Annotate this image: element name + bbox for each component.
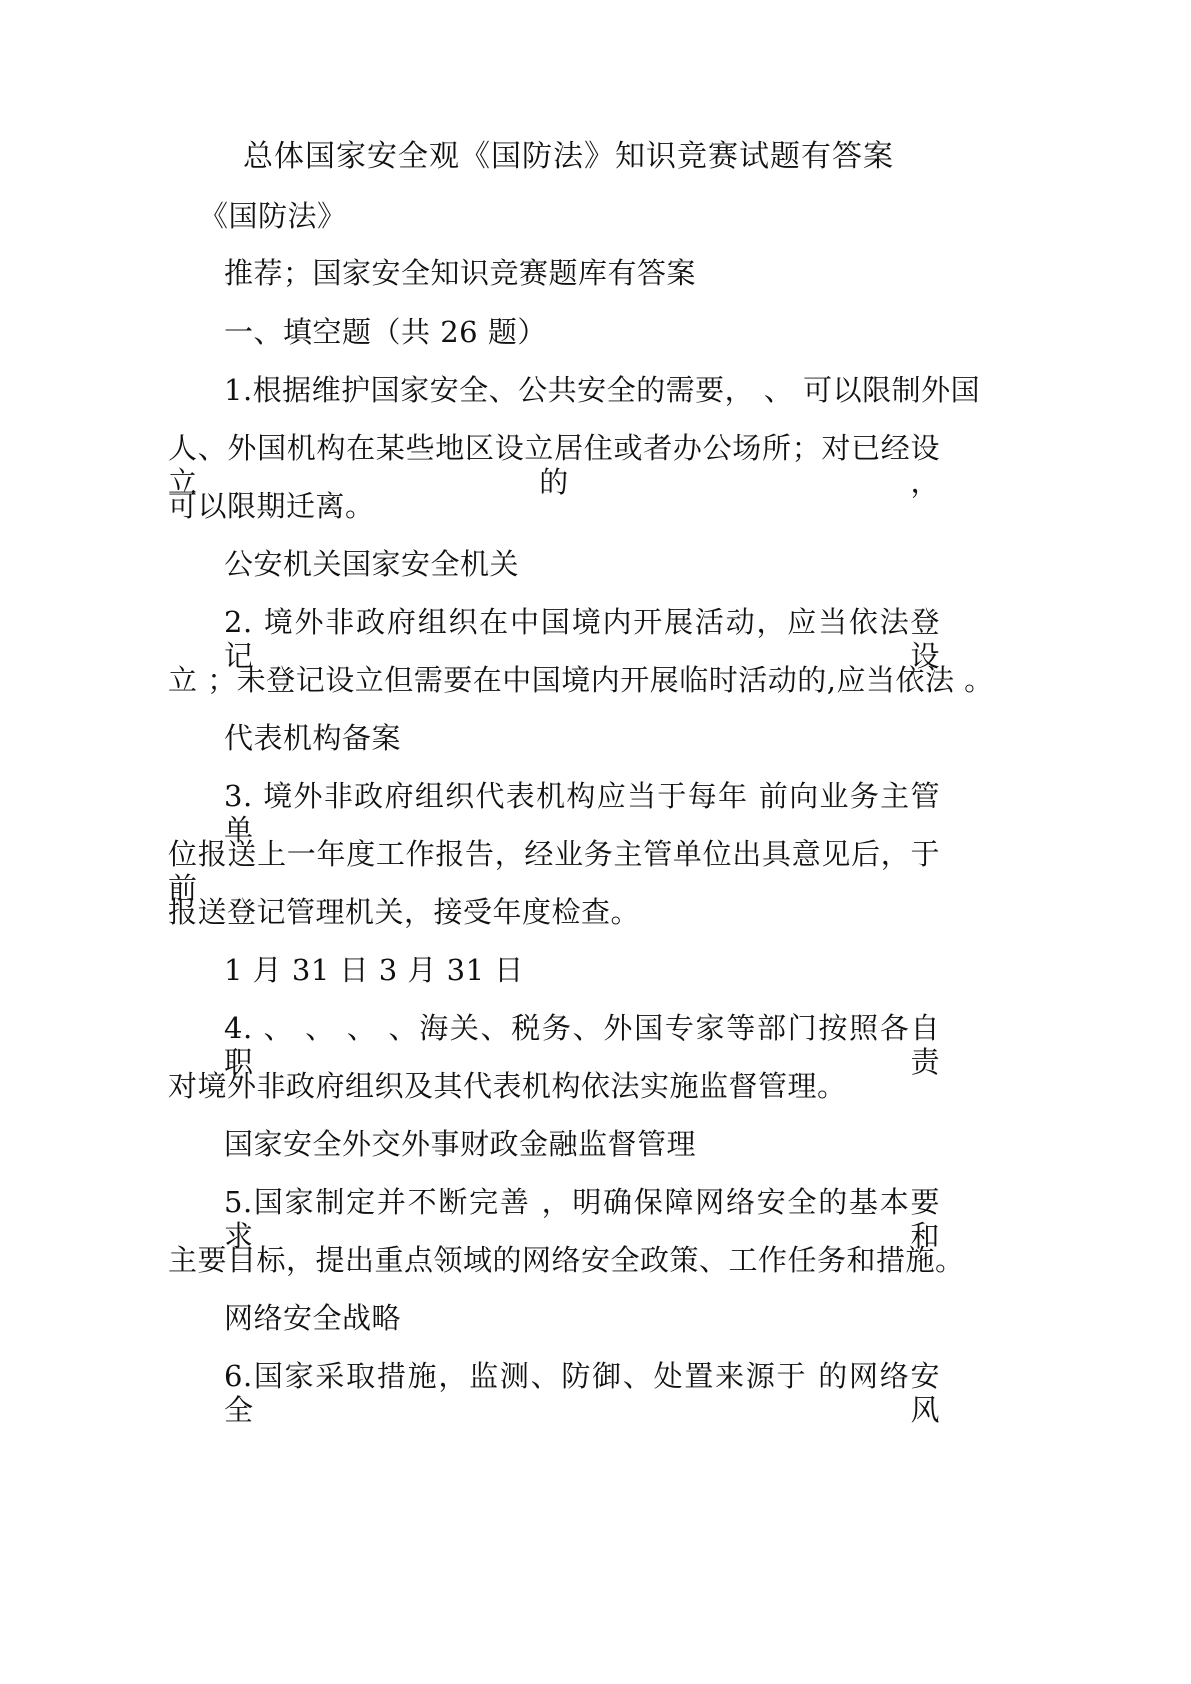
document-title: 总体国家安全观《国防法》知识竞赛试题有答案 [243,139,894,174]
question-1-line-2: 人、外国机构在某些地区设立居住或者办公场所；对已经设立的， [168,431,940,499]
question-3-line-1: 3. 境外非政府组织代表机构应当于每年 前向业务主管单 [224,779,940,847]
question-5-line-2: 主要目标，提出重点领域的网络安全政策、工作任务和措施。 [168,1243,965,1277]
question-1-answer: 公安机关国家安全机关 [224,547,520,581]
question-3-line-3: 报送登记管理机关，接受年度检查。 [168,895,641,929]
question-1-line-1: 1.根据维护国家安全、公共安全的需要， 、 可以限制外国 [224,373,981,407]
question-5-answer: 网络安全战略 [224,1301,402,1335]
question-5-line-1: 5.国家制定并不断完善 ，明确保障网络安全的基本要求和 [224,1185,940,1253]
section-heading: 一、填空题（共 26 题） [224,315,547,349]
law-name: 《国防法》 [199,199,347,233]
question-1-line-3: 可以限期迁离。 [168,489,375,523]
question-2-answer: 代表机构备案 [224,721,402,755]
question-4-answer: 国家安全外交外事财政金融监督管理 [224,1127,697,1161]
question-2-line-1: 2. 境外非政府组织在中国境内开展活动，应当依法登记设 [224,605,940,673]
question-4-line-1: 4. 、 、 、 、海关、税务、外国专家等部门按照各自职责 [224,1011,940,1079]
question-3-line-2: 位报送上一年度工作报告，经业务主管单位出具意见后，于 前 [168,837,940,905]
recommendation-line: 推荐；国家安全知识竞赛题库有答案 [224,256,697,290]
question-2-line-2: 立 ；未登记设立但需要在中国境内开展临时活动的,应当依法 。 [168,663,994,697]
question-6-line-1: 6.国家采取措施，监测、防御、处置来源于 的网络安全风 [224,1359,940,1427]
question-3-answer: 1 月 31 日 3 月 31 日 [224,953,524,987]
question-4-line-2: 对境外非政府组织及其代表机构依法实施监督管理。 [168,1069,847,1103]
